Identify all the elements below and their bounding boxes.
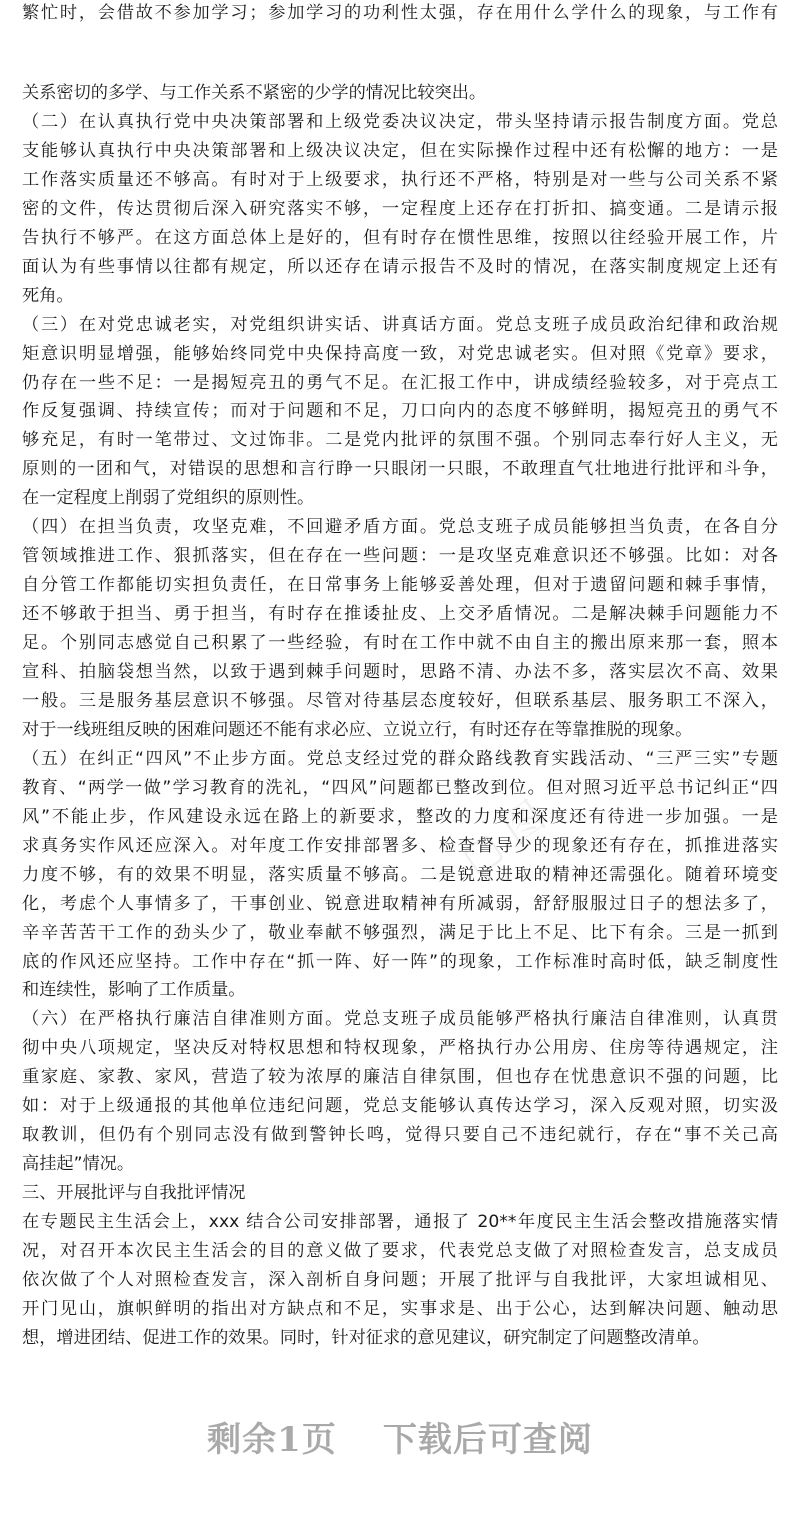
- preview-footer: [0, 1410, 800, 1470]
- text-line: 底的作风还应坚持。工作中存在“抓一阵、好一阵”的现象，工作标准时高时低，缺乏制度性: [22, 951, 778, 972]
- text-line: 在专题民主生活会上，xxx 结合公司安排部署，通报了 20**年度民主生活会整改措施落实情: [22, 1212, 778, 1233]
- remaining-pages-label: 剩余1页: [207, 1420, 337, 1460]
- text-line: 想，增进团结、促进工作的效果。同时，针对征求的意见建议，研究制定了问题整改清单。: [22, 1327, 710, 1348]
- text-line: 力度不够，有的效果不明显，落实质量不够高。二是锐意进取的精神还需强化。随着环境变: [22, 864, 778, 885]
- text-line: （四）在担当负责，攻坚克难，不回避矛盾方面。党总支班子成员能够担当负责，在各自分: [22, 517, 778, 538]
- text-line: 繁忙时，会借故不参加学习；参加学习的功利性太强，存在用什么学什么的现象，与工作有: [22, 3, 778, 23]
- text-line: 原则的一团和气，对错误的思想和言行睁一只眼闭一只眼，不敢理直气壮地进行批评和斗争，: [22, 459, 778, 480]
- text-line: 取教训，但仍有个别同志没有做到警钟长鸣，觉得只要自己不违纪就行，存在“事不关己高: [22, 1125, 778, 1146]
- text-line: 关系密切的多学、与工作关系不紧密的少学的情况比较突出。: [22, 83, 487, 103]
- text-line: 高挂起”情况。: [22, 1154, 135, 1175]
- text-line: 支能够认真执行中央决策部署和上级决议决定，但在实际操作过程中还有松懈的地方：一是: [22, 140, 778, 161]
- text-line: 开门见山，旗帜鲜明的指出对方缺点和不足，实事求是、出于公心，达到解决问题、触动思: [22, 1298, 778, 1319]
- text-line: 和连续性，影响了工作质量。: [22, 980, 246, 1001]
- text-line: （二）在认真执行党中央决策部署和上级党委决议决定，带头坚持请示报告制度方面。党总: [22, 111, 778, 132]
- text-line: （六）在严格执行廉洁自律准则方面。党总支班子成员能够严格执行廉洁自律准则，认真贯: [22, 1009, 778, 1030]
- text-line: （三）在对党忠诚老实，对党组织讲实话、讲真话方面。党总支班子成员政治纪律和政治规: [22, 314, 778, 335]
- text-line: 死角。: [22, 285, 74, 306]
- text-line: 重家庭、家教、家风，营造了较为浓厚的廉洁自律氛围，但也存在忧患意识不强的问题，比: [22, 1067, 778, 1088]
- text-line: 还不够敢于担当、勇于担当，有时存在推诿扯皮、上交矛盾情况。二是解决棘手问题能力不: [22, 604, 778, 625]
- text-line: 工作落实质量还不够高。有时对于上级要求，执行还不严格，特别是对一些与公司关系不紧: [22, 169, 778, 190]
- text-line: 自分管工作都能切实担负责任，在日常事务上能够妥善处理，但对于遗留问题和棘手事情，: [22, 575, 778, 596]
- text-line: （五）在纠正“四风”不止步方面。党总支经过党的群众路线教育实践活动、“三严三实”专题: [22, 748, 778, 769]
- text-line: 宣科、拍脑袋想当然，以致于遇到棘手问题时，思路不清、办法不多，落实层次不高、效果: [22, 662, 778, 682]
- text-line: 辛辛苦苦干工作的劲头少了，敬业奉献不够强烈，满足于比上不足、比下有余。三是一抓到: [22, 922, 778, 943]
- text-line: 一般。三是服务基层意识不够强。尽管对待基层态度较好，但联系基层、服务职工不深入，: [22, 690, 778, 711]
- text-line: 求真务实作风还应深入。对年度工作安排部署多、检查督导少的现象还有存在，抓推进落实: [22, 835, 778, 856]
- download-hint-label: 下载后可查阅: [382, 1420, 593, 1460]
- watermark: ▢ 图: [453, 792, 554, 883]
- text-line: 如：对于上级通报的其他单位违纪问题，党总支能够认真传达学习，深入反观对照，切实汲: [22, 1096, 778, 1117]
- text-line: 面认为有些事情以往都有规定，所以还存在请示报告不及时的情况，在落实制度规定上还有: [22, 256, 778, 277]
- text-line: 三、开展批评与自我批评情况: [22, 1183, 246, 1204]
- text-line: 仍存在一些不足：一是揭短亮丑的勇气不足。在汇报工作中，讲成绩经验较多，对于亮点工: [22, 372, 778, 393]
- text-line: 够充足，有时一笔带过、文过饰非。二是党内批评的氛围不强。个别同志奉行好人主义，无: [22, 430, 778, 451]
- text-line: 况，对召开本次民主生活会的目的意义做了要求，代表党总支做了对照检查发言，总支成员: [22, 1241, 778, 1261]
- text-line: 管领域推进工作、狠抓落实，但在存在一些问题：一是攻坚克难意识还不够强。比如：对各: [22, 546, 778, 567]
- text-line: 依次做了个人对照检查发言，深入剖析自身问题；开展了批评与自我批评，大家坦诚相见、: [22, 1269, 778, 1290]
- text-line: 密的文件，传达贯彻后深入研究落实不够，一定程度上还存在打折扣、搞变通。二是请示报: [22, 198, 778, 219]
- text-line: 彻中央八项规定，坚决反对特权思想和特权现象，严格执行办公用房、住房等待遇规定，注: [22, 1038, 778, 1059]
- text-line: 告执行不够严。在这方面总体上是好的，但有时存在惯性思维，按照以往经验开展工作，片: [22, 227, 778, 248]
- text-line: 在一定程度上削弱了党组织的原则性。: [22, 488, 315, 509]
- text-line: 化，考虑个人事情多了，干事创业、锐意进取精神有所减弱，舒舒服服过日子的想法多了，: [22, 893, 778, 914]
- text-line: 对于一线班组反映的困难问题还不能有求必应、立说立行，有时还存在等靠推脱的现象。: [22, 719, 693, 740]
- text-line: 教育、“两学一做”学习教育的洗礼，“四风”问题都已整改到位。但对照习近平总书记纠正“四: [22, 777, 778, 798]
- text-line: 足。个别同志感觉自己积累了一些经验，有时在工作中就不由自主的搬出原来那一套，照本: [22, 633, 778, 654]
- text-line: 矩意识明显增强，能够始终同党中央保持高度一致，对党忠诚老实。但对照《党章》要求，: [22, 343, 778, 364]
- text-line: 作反复强调、持续宣传；而对于问题和不足，刀口向内的态度不够鲜明，揭短亮丑的勇气不: [22, 401, 778, 422]
- text-line: 风”不能止步，作风建设永远在路上的新要求，整改的力度和深度还有待进一步加强。一是: [22, 806, 778, 827]
